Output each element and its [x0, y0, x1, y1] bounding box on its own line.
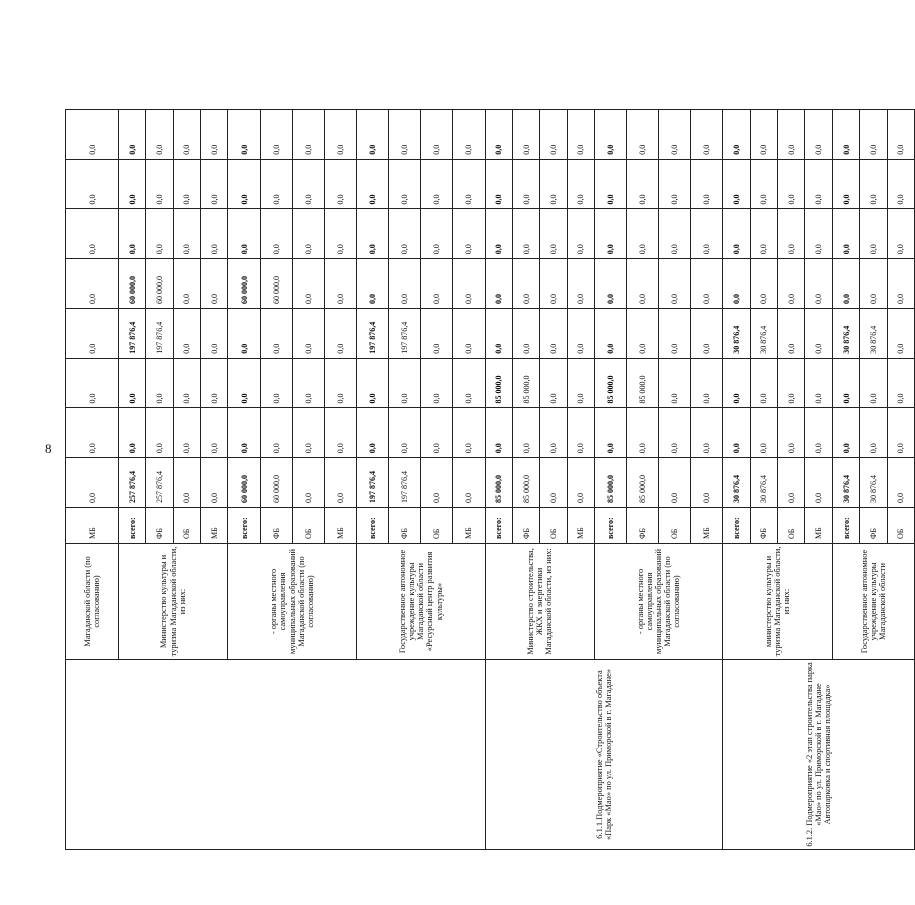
table-row [66, 110, 119, 850]
funding-source-cell: МБ [201, 508, 228, 544]
amount-cell: 0,0 [201, 408, 228, 458]
amount-cell: 0,0 [260, 408, 292, 458]
amount-cell: 0,0 [887, 408, 914, 458]
amount-cell: 0,0 [691, 458, 723, 508]
rotated-page [65, 144, 915, 850]
amount-cell: 0,0 [485, 209, 512, 259]
amount-cell: 0,0 [778, 458, 805, 508]
amount-cell: 0,0 [540, 358, 567, 408]
amount-cell: 0,0 [421, 259, 453, 309]
responsible-executor-cell: - органы местного самоуправления муниципальных образований Магаданской области (по согласованию) [594, 544, 723, 660]
amount-cell: 197 876,4 [356, 458, 388, 508]
funding-source-cell: ФБ [512, 508, 539, 544]
amount-cell: 0,0 [627, 110, 659, 160]
amount-cell: 0,0 [805, 209, 832, 259]
funding-source-cell: ФБ [389, 508, 421, 544]
amount-cell: 0,0 [567, 309, 594, 359]
amount-cell: 0,0 [723, 358, 750, 408]
amount-cell: 0,0 [292, 358, 324, 408]
amount-cell: 0,0 [389, 159, 421, 209]
amount-cell: 0,0 [324, 159, 356, 209]
amount-cell: 0,0 [860, 259, 887, 309]
amount-cell: 0,0 [832, 358, 859, 408]
amount-cell: 0,0 [887, 209, 914, 259]
amount-cell: 0,0 [146, 159, 173, 209]
amount-cell: 0,0 [228, 159, 260, 209]
amount-cell: 0,0 [66, 259, 119, 309]
amount-cell: 0,0 [691, 408, 723, 458]
amount-cell: 0,0 [260, 309, 292, 359]
amount-cell: 0,0 [260, 159, 292, 209]
amount-cell: 0,0 [324, 358, 356, 408]
amount-cell: 0,0 [146, 209, 173, 259]
amount-cell: 0,0 [627, 259, 659, 309]
funding-source-cell: всего: [119, 508, 146, 544]
amount-cell: 0,0 [887, 110, 914, 160]
funding-source-cell: ОБ [659, 508, 691, 544]
funding-source-cell: ОБ [778, 508, 805, 544]
responsible-executor-cell: Министерство строительства, ЖКХ и энергетики Магаданской области, из них: [485, 544, 594, 660]
amount-cell: 0,0 [659, 358, 691, 408]
amount-cell: 0,0 [173, 408, 200, 458]
amount-cell: 0,0 [292, 209, 324, 259]
amount-cell: 0,0 [723, 159, 750, 209]
amount-cell: 0,0 [453, 458, 485, 508]
amount-cell: 0,0 [66, 159, 119, 209]
funding-source-cell: ФБ [627, 508, 659, 544]
amount-cell: 0,0 [540, 209, 567, 259]
funding-source-cell: МБ [66, 508, 119, 544]
funding-source-cell: ОБ [887, 508, 914, 544]
amount-cell: 0,0 [389, 259, 421, 309]
amount-cell: 0,0 [723, 209, 750, 259]
amount-cell: 0,0 [356, 110, 388, 160]
amount-cell: 0,0 [832, 110, 859, 160]
amount-cell: 0,0 [832, 408, 859, 458]
amount-cell: 0,0 [540, 259, 567, 309]
amount-cell: 0,0 [567, 110, 594, 160]
amount-cell: 0,0 [567, 408, 594, 458]
amount-cell: 0,0 [627, 209, 659, 259]
amount-cell: 85 000,0 [594, 358, 626, 408]
amount-cell: 0,0 [173, 259, 200, 309]
amount-cell: 0,0 [805, 408, 832, 458]
amount-cell: 0,0 [540, 458, 567, 508]
amount-cell: 0,0 [421, 209, 453, 259]
amount-cell: 0,0 [356, 209, 388, 259]
amount-cell: 0,0 [292, 458, 324, 508]
funding-source-cell: ОБ [540, 508, 567, 544]
activity-description-cell: 6.1.2. Подмероприятие «2 этап строительства парка «Мао» по ул. Приморской в г. Магадане Автопарковка и спортивная площадка» [723, 660, 915, 850]
amount-cell: 0,0 [389, 358, 421, 408]
amount-cell: 0,0 [723, 408, 750, 458]
amount-cell: 85 000,0 [485, 358, 512, 408]
amount-cell: 0,0 [691, 309, 723, 359]
amount-cell: 0,0 [324, 110, 356, 160]
amount-cell: 0,0 [659, 110, 691, 160]
amount-cell: 0,0 [421, 110, 453, 160]
amount-cell: 60 000,0 [119, 259, 146, 309]
amount-cell: 197 876,4 [146, 309, 173, 359]
amount-cell: 0,0 [750, 209, 777, 259]
amount-cell: 0,0 [723, 110, 750, 160]
amount-cell: 0,0 [860, 358, 887, 408]
amount-cell: 0,0 [453, 159, 485, 209]
amount-cell: 85 000,0 [594, 458, 626, 508]
funding-source-cell: всего: [356, 508, 388, 544]
amount-cell: 0,0 [228, 358, 260, 408]
amount-cell: 0,0 [567, 358, 594, 408]
amount-cell: 0,0 [119, 159, 146, 209]
amount-cell: 0,0 [778, 209, 805, 259]
amount-cell: 0,0 [292, 159, 324, 209]
budget-table [65, 109, 915, 850]
funding-source-cell: ОБ [421, 508, 453, 544]
amount-cell: 30 876,4 [860, 309, 887, 359]
amount-cell: 0,0 [594, 259, 626, 309]
amount-cell: 0,0 [540, 408, 567, 458]
amount-cell: 0,0 [750, 408, 777, 458]
amount-cell: 0,0 [567, 209, 594, 259]
amount-cell: 0,0 [805, 309, 832, 359]
amount-cell: 0,0 [356, 159, 388, 209]
amount-cell: 30 876,4 [723, 458, 750, 508]
amount-cell: 0,0 [594, 110, 626, 160]
amount-cell: 0,0 [421, 358, 453, 408]
amount-cell: 0,0 [691, 358, 723, 408]
amount-cell: 0,0 [691, 159, 723, 209]
responsible-executor-cell: Государственное автономное учреждение культуры Магаданской области [832, 544, 914, 660]
amount-cell: 0,0 [887, 259, 914, 309]
amount-cell: 0,0 [594, 408, 626, 458]
amount-cell: 30 876,4 [750, 309, 777, 359]
amount-cell: 0,0 [750, 259, 777, 309]
amount-cell: 0,0 [66, 458, 119, 508]
amount-cell: 0,0 [594, 309, 626, 359]
amount-cell: 0,0 [324, 309, 356, 359]
activity-description-cell: 6.1.1.Подмероприятие «Строительство объекта «Парк «Мао» по ул. Приморской в г. Магадане» [485, 660, 723, 850]
amount-cell: 0,0 [453, 110, 485, 160]
responsible-executor-cell: Министерство культуры и туризма Магаданской области, из них: [119, 544, 228, 660]
funding-source-cell: МБ [805, 508, 832, 544]
amount-cell: 0,0 [201, 209, 228, 259]
amount-cell: 0,0 [292, 309, 324, 359]
amount-cell: 0,0 [453, 358, 485, 408]
amount-cell: 0,0 [260, 358, 292, 408]
amount-cell: 85 000,0 [627, 358, 659, 408]
amount-cell: 0,0 [356, 408, 388, 458]
amount-cell: 0,0 [228, 110, 260, 160]
amount-cell: 60 000,0 [228, 259, 260, 309]
amount-cell: 257 876,4 [146, 458, 173, 508]
amount-cell: 0,0 [146, 408, 173, 458]
amount-cell: 0,0 [201, 458, 228, 508]
amount-cell: 0,0 [356, 358, 388, 408]
amount-cell: 0,0 [228, 309, 260, 359]
amount-cell: 0,0 [627, 408, 659, 458]
amount-cell: 0,0 [778, 358, 805, 408]
amount-cell: 0,0 [453, 408, 485, 458]
amount-cell: 0,0 [832, 209, 859, 259]
amount-cell: 0,0 [173, 159, 200, 209]
table-row [723, 110, 750, 850]
amount-cell: 60 000,0 [260, 458, 292, 508]
funding-source-cell: ФБ [750, 508, 777, 544]
amount-cell: 0,0 [627, 159, 659, 209]
amount-cell: 0,0 [485, 259, 512, 309]
amount-cell: 0,0 [512, 110, 539, 160]
amount-cell: 0,0 [453, 309, 485, 359]
amount-cell: 197 876,4 [356, 309, 388, 359]
amount-cell: 0,0 [485, 408, 512, 458]
amount-cell: 0,0 [887, 309, 914, 359]
amount-cell: 0,0 [778, 110, 805, 160]
budget-table-body [66, 110, 915, 850]
amount-cell: 30 876,4 [832, 458, 859, 508]
amount-cell: 0,0 [173, 110, 200, 160]
amount-cell: 0,0 [512, 408, 539, 458]
amount-cell: 0,0 [659, 309, 691, 359]
amount-cell: 30 876,4 [750, 458, 777, 508]
responsible-executor-cell: Магаданской области (по согласованию) [66, 544, 119, 660]
amount-cell: 0,0 [485, 159, 512, 209]
amount-cell: 0,0 [173, 358, 200, 408]
amount-cell: 0,0 [860, 159, 887, 209]
amount-cell: 85 000,0 [512, 458, 539, 508]
amount-cell: 0,0 [691, 209, 723, 259]
funding-source-cell: МБ [691, 508, 723, 544]
funding-source-cell: всего: [723, 508, 750, 544]
amount-cell: 0,0 [421, 458, 453, 508]
amount-cell: 0,0 [146, 110, 173, 160]
amount-cell: 0,0 [66, 209, 119, 259]
amount-cell: 0,0 [389, 408, 421, 458]
amount-cell: 0,0 [324, 259, 356, 309]
amount-cell: 0,0 [292, 110, 324, 160]
funding-source-cell: ФБ [260, 508, 292, 544]
funding-source-cell: всего: [485, 508, 512, 544]
amount-cell: 0,0 [119, 110, 146, 160]
amount-cell: 0,0 [292, 408, 324, 458]
funding-source-cell: ФБ [146, 508, 173, 544]
amount-cell: 0,0 [201, 259, 228, 309]
funding-source-cell: всего: [832, 508, 859, 544]
amount-cell: 85 000,0 [485, 458, 512, 508]
amount-cell: 0,0 [201, 159, 228, 209]
amount-cell: 0,0 [750, 358, 777, 408]
amount-cell: 0,0 [723, 259, 750, 309]
amount-cell: 0,0 [832, 259, 859, 309]
amount-cell: 0,0 [228, 209, 260, 259]
amount-cell: 0,0 [324, 408, 356, 458]
amount-cell: 0,0 [485, 110, 512, 160]
funding-source-cell: МБ [453, 508, 485, 544]
amount-cell: 0,0 [66, 408, 119, 458]
amount-cell: 0,0 [485, 309, 512, 359]
amount-cell: 0,0 [324, 209, 356, 259]
amount-cell: 0,0 [805, 358, 832, 408]
amount-cell: 0,0 [119, 408, 146, 458]
amount-cell: 0,0 [567, 259, 594, 309]
amount-cell: 0,0 [860, 408, 887, 458]
amount-cell: 0,0 [421, 408, 453, 458]
amount-cell: 0,0 [119, 358, 146, 408]
amount-cell: 0,0 [119, 209, 146, 259]
amount-cell: 0,0 [453, 259, 485, 309]
funding-source-cell: ОБ [292, 508, 324, 544]
amount-cell: 0,0 [887, 458, 914, 508]
funding-source-cell: ФБ [860, 508, 887, 544]
amount-cell: 0,0 [201, 358, 228, 408]
amount-cell: 0,0 [691, 110, 723, 160]
amount-cell: 0,0 [453, 209, 485, 259]
amount-cell: 197 876,4 [389, 309, 421, 359]
amount-cell: 197 876,4 [119, 309, 146, 359]
amount-cell: 0,0 [173, 458, 200, 508]
responsible-executor-cell: - органы местного самоуправления муниципальных образований Магаданской области (по согласованию) [228, 544, 357, 660]
amount-cell: 0,0 [805, 259, 832, 309]
amount-cell: 0,0 [512, 309, 539, 359]
amount-cell: 0,0 [421, 159, 453, 209]
amount-cell: 0,0 [173, 209, 200, 259]
amount-cell: 0,0 [567, 458, 594, 508]
amount-cell: 60 000,0 [228, 458, 260, 508]
amount-cell: 0,0 [389, 209, 421, 259]
amount-cell: 0,0 [805, 110, 832, 160]
amount-cell: 0,0 [356, 259, 388, 309]
amount-cell: 0,0 [659, 408, 691, 458]
amount-cell: 0,0 [778, 408, 805, 458]
amount-cell: 0,0 [421, 309, 453, 359]
amount-cell: 0,0 [540, 159, 567, 209]
amount-cell: 0,0 [627, 309, 659, 359]
amount-cell: 0,0 [201, 110, 228, 160]
amount-cell: 0,0 [887, 159, 914, 209]
funding-source-cell: МБ [567, 508, 594, 544]
amount-cell: 0,0 [594, 159, 626, 209]
activity-description-cell [66, 660, 486, 850]
amount-cell: 0,0 [887, 358, 914, 408]
amount-cell: 60 000,0 [260, 259, 292, 309]
amount-cell: 0,0 [260, 209, 292, 259]
amount-cell: 0,0 [659, 159, 691, 209]
amount-cell: 0,0 [292, 259, 324, 309]
amount-cell: 0,0 [832, 159, 859, 209]
amount-cell: 30 876,4 [723, 309, 750, 359]
amount-cell: 0,0 [512, 259, 539, 309]
funding-source-cell: ОБ [173, 508, 200, 544]
amount-cell: 0,0 [778, 259, 805, 309]
amount-cell: 0,0 [860, 209, 887, 259]
amount-cell: 0,0 [389, 110, 421, 160]
amount-cell: 0,0 [659, 259, 691, 309]
amount-cell: 0,0 [146, 358, 173, 408]
amount-cell: 0,0 [659, 458, 691, 508]
amount-cell: 0,0 [778, 309, 805, 359]
amount-cell: 0,0 [750, 159, 777, 209]
amount-cell: 30 876,4 [832, 309, 859, 359]
amount-cell: 0,0 [173, 309, 200, 359]
amount-cell: 0,0 [540, 309, 567, 359]
amount-cell: 0,0 [805, 458, 832, 508]
amount-cell: 30 876,4 [860, 458, 887, 508]
amount-cell: 0,0 [66, 309, 119, 359]
amount-cell: 257 876,4 [119, 458, 146, 508]
amount-cell: 0,0 [659, 209, 691, 259]
amount-cell: 0,0 [324, 458, 356, 508]
amount-cell: 0,0 [512, 209, 539, 259]
amount-cell: 0,0 [691, 259, 723, 309]
funding-source-cell: всего: [594, 508, 626, 544]
amount-cell: 0,0 [860, 110, 887, 160]
amount-cell: 0,0 [66, 110, 119, 160]
amount-cell: 0,0 [594, 209, 626, 259]
table-row [485, 110, 512, 850]
amount-cell: 0,0 [512, 159, 539, 209]
funding-source-cell: всего: [228, 508, 260, 544]
amount-cell: 0,0 [228, 408, 260, 458]
amount-cell: 0,0 [750, 110, 777, 160]
amount-cell: 85 000,0 [512, 358, 539, 408]
funding-source-cell: МБ [324, 508, 356, 544]
amount-cell: 0,0 [201, 309, 228, 359]
amount-cell: 197 876,4 [389, 458, 421, 508]
amount-cell: 60 000,0 [146, 259, 173, 309]
amount-cell: 0,0 [805, 159, 832, 209]
amount-cell: 0,0 [540, 110, 567, 160]
amount-cell: 0,0 [567, 159, 594, 209]
responsible-executor-cell: Государственное автономное учреждение культуры Магаданской области «Ресурсный центр развития культуры» [356, 544, 485, 660]
amount-cell: 0,0 [66, 358, 119, 408]
amount-cell: 0,0 [778, 159, 805, 209]
responsible-executor-cell: министерство культуры и туризма Магаданской области, из них: [723, 544, 832, 660]
amount-cell: 85 000,0 [627, 458, 659, 508]
page-number: 8 [45, 441, 52, 456]
amount-cell: 0,0 [260, 110, 292, 160]
